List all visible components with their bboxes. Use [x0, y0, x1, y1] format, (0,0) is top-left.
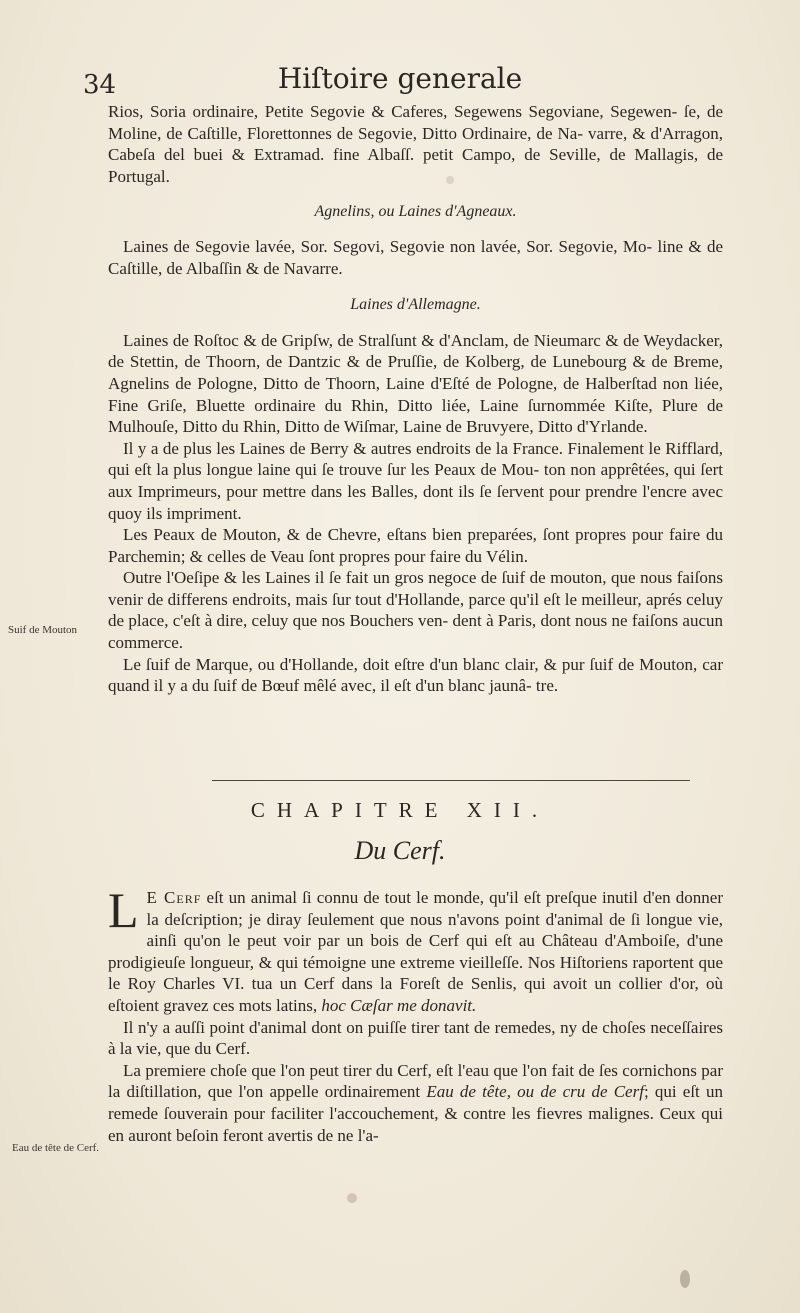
page-header	[0, 62, 800, 102]
paragraph-remedies: Il n'y a auſſi point d'animal dont on puiſſe tirer tant de remedes, ny de choſes neceſſaires à la vie, que du Cerf.	[108, 1017, 723, 1059]
paragraph-tallow-marque: Le ſuif de Marque, ou d'Hollande, doit eſtre d'un blanc clair, & pur ſuif de Mouton, car quand il y a du ſuif de Bœuf mêlé avec, il eſt d'un blanc jaunâ- tre.	[108, 654, 723, 696]
eau-italic-term: Eau de tête, ou de cru de Cerf	[426, 1082, 644, 1102]
margin-note-suif: Suif de Mouton	[8, 624, 78, 636]
wool-list-section	[108, 101, 723, 697]
page-number: 34	[83, 70, 117, 100]
heading-agnelins: Agnelins, ou Laines d'Agneaux.	[314, 203, 517, 221]
running-title: Hiſtoire generale	[277, 62, 523, 95]
intro-text: eſt un animal ſi connu de tout le monde, qu'il eſt preſque inutil d'en donner la deſcription; je diray ſeulement que nous n'avons point d'animal de ſi longue vie, ainſi qu'on le peut voir par un bois de Cerf qui eſt au Château d'Amboiſe, d'une prodigieuſe longueur, & qui témoigne une extreme vieilleſſe. Nos Hiſtoriens raportent que le Roy Charles VI. tua un Cerf dans la Foreſt de Senlis, qui avoit un collier d'or, où eſtoient gravez ces mots latins,	[108, 888, 723, 1015]
paragraph-skins: Les Peaux de Mouton, & de Chevre, eſtans bien preparées, ſont propres pour faire du Parchemin; & celles de Veau ſont propres pour faire du Vélin.	[108, 525, 723, 566]
eau-text-a: La premiere choſe que l'on peut tirer du Cerf, eſt l'eau que l'on fait de ſes cornichons par la diſtillation, que l'on appelle ordinairement	[108, 1060, 723, 1102]
paragraph-berry-wools: Il y a de plus les Laines de Berry & autres endroits de la France. Finalement le Rifflard, qui eſt la plus longue laine qui ſe trouve ſur les Peaux de Mou- ton non apprêtées, qui ſert aux Imprimeurs, pour mettre dans les Balles, dont ils ſe ſervent pour prendre l'encre avec quoy ils impriment.	[108, 438, 723, 523]
ink-spot	[446, 176, 454, 184]
lead-small-caps: E Cerf	[146, 888, 202, 907]
cerf-section	[108, 882, 723, 1146]
paragraph-lamb-wools: Laines de Segovie lavée, Sor. Segovi, Segovie non lavée, Sor. Segovie, Mo- line & de Caſtille, de Albaſſin & de Navarre.	[108, 236, 723, 278]
ink-spot	[347, 1193, 357, 1203]
paragraph-cerf-intro	[108, 882, 723, 1017]
ink-spot	[680, 1270, 690, 1288]
margin-note-eau: Eau de tête de Cerf.	[12, 1142, 100, 1154]
chapter-subtitle: Du Cerf.	[354, 836, 446, 865]
latin-inscription: hoc Cæſar me donavit.	[321, 995, 477, 1015]
drop-cap: L	[108, 882, 139, 938]
chapter-title: CHAPITRE XII.	[250, 798, 550, 822]
paragraph-spanish-wools: Rios, Soria ordinaire, Petite Segovie & Caferes, Segewens Segoviane, Segewen- ſe, de Moline, de Caſtille, Florettonnes de Segovie, Ditto Ordinaire, de Na- varre, & d'Arragon, Cabeſa del buei & Extramad. fine Albaſſ. petit Campo, de Seville, de Mallagis, de Portugal.	[108, 102, 723, 186]
heading-allemagne: Laines d'Allemagne.	[350, 296, 481, 314]
paragraph-mutton-tallow: Outre l'Oeſipe & les Laines il ſe fait un gros negoce de ſuif de mouton, que nous faiſons venir de differens endroits, mais ſur tout d'Hollande, parce qu'il eſt le meilleur, aprés celuy de place, c'eſt à dire, celuy que nos Bouchers ven- dent à Paris, dont nous ne faiſons aucun commerce.	[108, 568, 723, 653]
chapter-divider	[212, 780, 690, 781]
eau-text-b: ; qui eſt un remede ſouverain pour faciliter l'accouchement, & contre les fievres malignes. Ceux qui en auront beſoin feront avertis de ne l'a-	[108, 1082, 723, 1145]
paragraph-german-wools: Laines de Roſtoc & de Gripſw, de Stralſunt & d'Anclam, de Nieumarc & de Weydacker, de Stettin, de Thoorn, de Dantzic & de Pruſſie, de Kolberg, de Lunebourg & de Breme, Agnelins de Pologne, Ditto de Thoorn, Laine d'Eſté de Pologne, de Halberſtad non liée, Fine Griſe, Bluette ordinaire du Rhin, Ditto liée, Laine ſurnommée Kiſte, Plure de Mulhouſe, Ditto du Rhin, Ditto de Wiſmar, Laine de Bruvyere, Ditto d'Yrlande.	[108, 330, 723, 437]
paragraph-eau-de-tete	[108, 1060, 723, 1146]
